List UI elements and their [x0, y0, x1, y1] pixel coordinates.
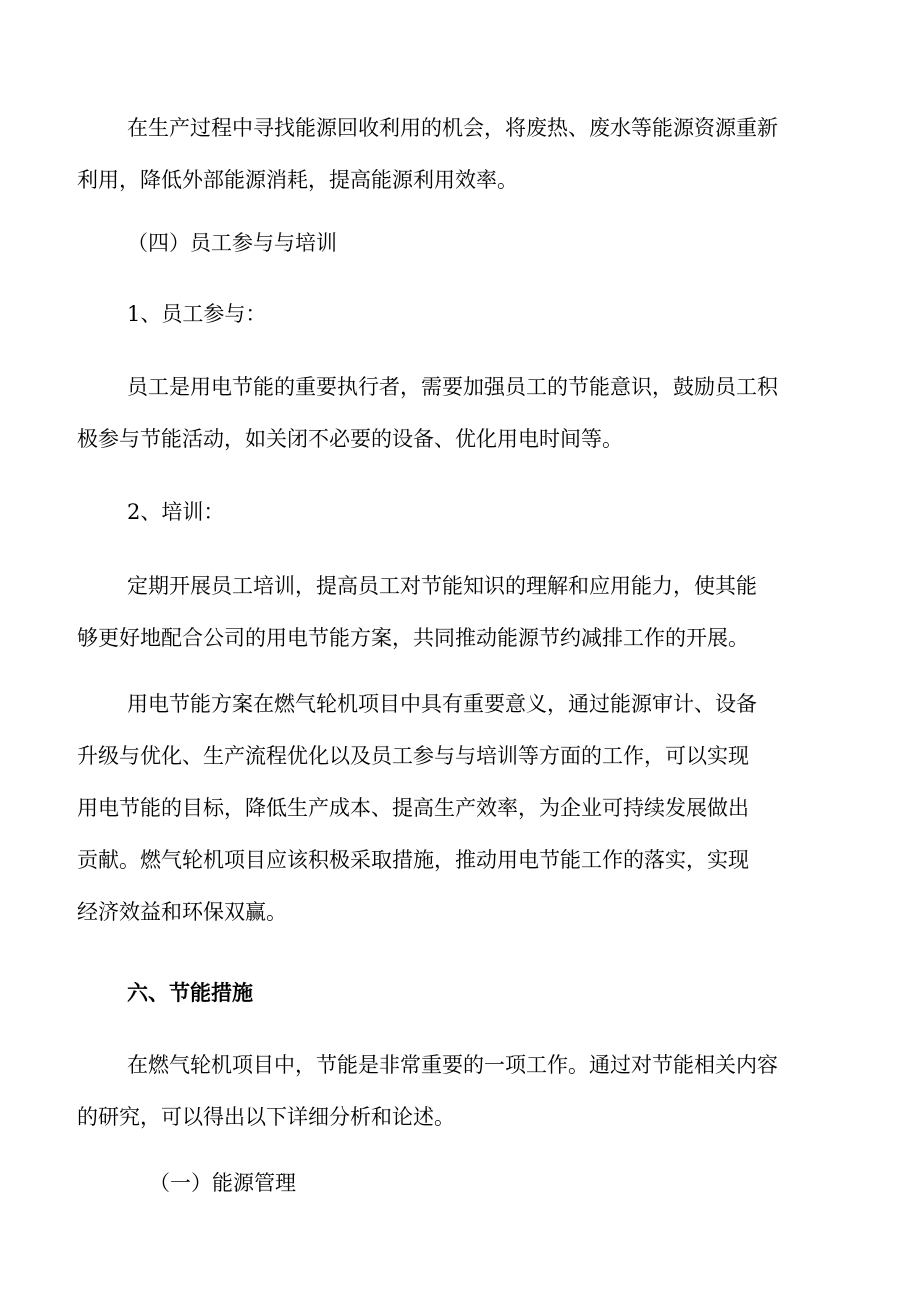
sub-heading-employee-participation-training: （四）员工参与与培训: [127, 231, 337, 255]
sub-heading-energy-management: （一）能源管理: [149, 1171, 296, 1195]
text-line: 够更好地配合公司的用电节能方案，共同推动能源节约减排工作的开展。: [77, 626, 749, 650]
text-line: 升级与优化、生产流程优化以及员工参与与培训等方面的工作，可以实现: [77, 744, 749, 768]
item-heading-employee-participation: 1、员工参与：: [127, 302, 267, 326]
paragraph-energy-saving-intro: [77, 1039, 835, 1143]
text-line: 经济效益和环保双赢。: [77, 900, 287, 924]
item-heading-training: 2、培训：: [127, 500, 225, 524]
section-heading-energy-saving-measures: 六、节能措施: [127, 980, 253, 1005]
text-line: 用电节能的目标，降低生产成本、提高生产效率，为企业可持续发展做出: [77, 796, 749, 820]
text-line: 贡献。燃气轮机项目应该积极采取措施，推动用电节能工作的落实，实现: [77, 848, 749, 872]
paragraph-summary: [77, 678, 835, 938]
text-line: 在燃气轮机项目中，节能是非常重要的一项工作。通过对节能相关内容: [127, 1053, 778, 1077]
paragraph-training: [77, 560, 835, 664]
text-line: 利用，降低外部能源消耗，提高能源利用效率。: [77, 168, 518, 192]
paragraph-energy-recovery: [77, 102, 835, 206]
text-line: 的研究，可以得出以下详细分析和论述。: [77, 1105, 455, 1129]
text-line: 极参与节能活动，如关闭不必要的设备、优化用电时间等。: [77, 427, 623, 451]
text-line: 员工是用电节能的重要执行者，需要加强员工的节能意识，鼓励员工积: [127, 375, 778, 399]
text-line: 用电节能方案在燃气轮机项目中具有重要意义，通过能源审计、设备: [127, 692, 757, 716]
text-line: 定期开展员工培训，提高员工对节能知识的理解和应用能力，使其能: [127, 574, 757, 598]
text-line: 在生产过程中寻找能源回收利用的机会，将废热、废水等能源资源重新: [127, 116, 778, 140]
paragraph-employee-participation: [77, 361, 835, 465]
